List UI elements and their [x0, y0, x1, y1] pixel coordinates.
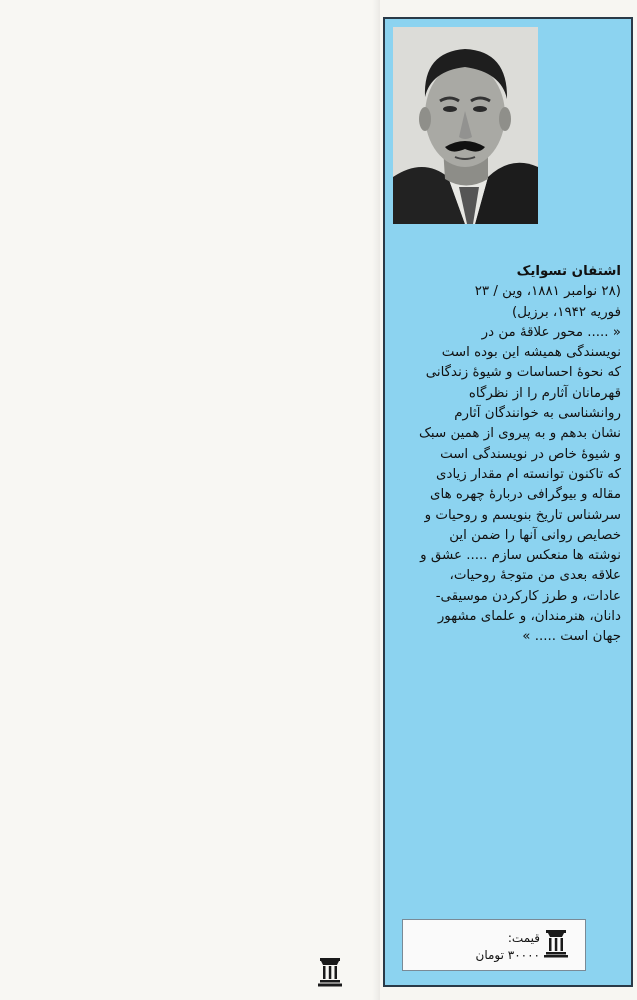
bio-line: که نحوهٔ احساسات و شیوهٔ زندگانی: [425, 365, 621, 381]
bio-line: روانشناسی به خوانندگان آثارم: [454, 406, 621, 422]
bio-line: عادات، و طرز کارکردن موسیقی-: [435, 588, 621, 604]
author-dates: فوریه ۱۹۴۲، برزیل): [512, 304, 621, 320]
bio-line: دانان، هنرمندان، و علمای مشهور: [437, 609, 621, 625]
price-text: [430, 930, 540, 964]
bio-line: « ..... محور علاقهٔ من در: [481, 324, 621, 340]
publisher-logo-icon: [543, 928, 569, 958]
bio-line: سرشناس تاریخ بنویسم و روحیات و: [424, 507, 621, 523]
spine-shadow: [372, 0, 380, 1000]
author-dates: (۲۸ نوامبر ۱۸۸۱، وین / ۲۳: [474, 284, 621, 300]
bio-line: نشان بدهم و به پیروی از همین سبک: [418, 426, 621, 442]
bio-line: نویسندگی همیشه این بوده است: [441, 345, 621, 361]
bio-line: جهان است ..... »: [522, 629, 621, 645]
author-name: اشتفان تسوایک: [516, 264, 621, 279]
bio-line: مقاله و بیوگرافی دربارهٔ چهره های: [430, 487, 621, 503]
author-portrait: [393, 27, 538, 224]
bio-line: علاقه بعدی من متوجهٔ روحیات،: [449, 568, 621, 584]
price-label: قیمت:: [507, 931, 540, 945]
bio-line: که تاکنون توانسته ام مقدار زیادی: [436, 466, 621, 482]
bio-line: خصایص روانی آنها را ضمن این: [449, 527, 621, 543]
price-value: ۳۰۰۰۰ تومان: [475, 948, 540, 962]
publisher-logo-icon: [318, 957, 342, 987]
bio-line: و شیوهٔ خاص در نویسندگی است: [440, 446, 621, 462]
author-bio: [393, 262, 621, 648]
bio-line: قهرمانان آثارم را از نظرگاه: [468, 385, 621, 401]
bio-line: نوشته ها منعکس سازم ..... عشق و: [420, 548, 621, 564]
